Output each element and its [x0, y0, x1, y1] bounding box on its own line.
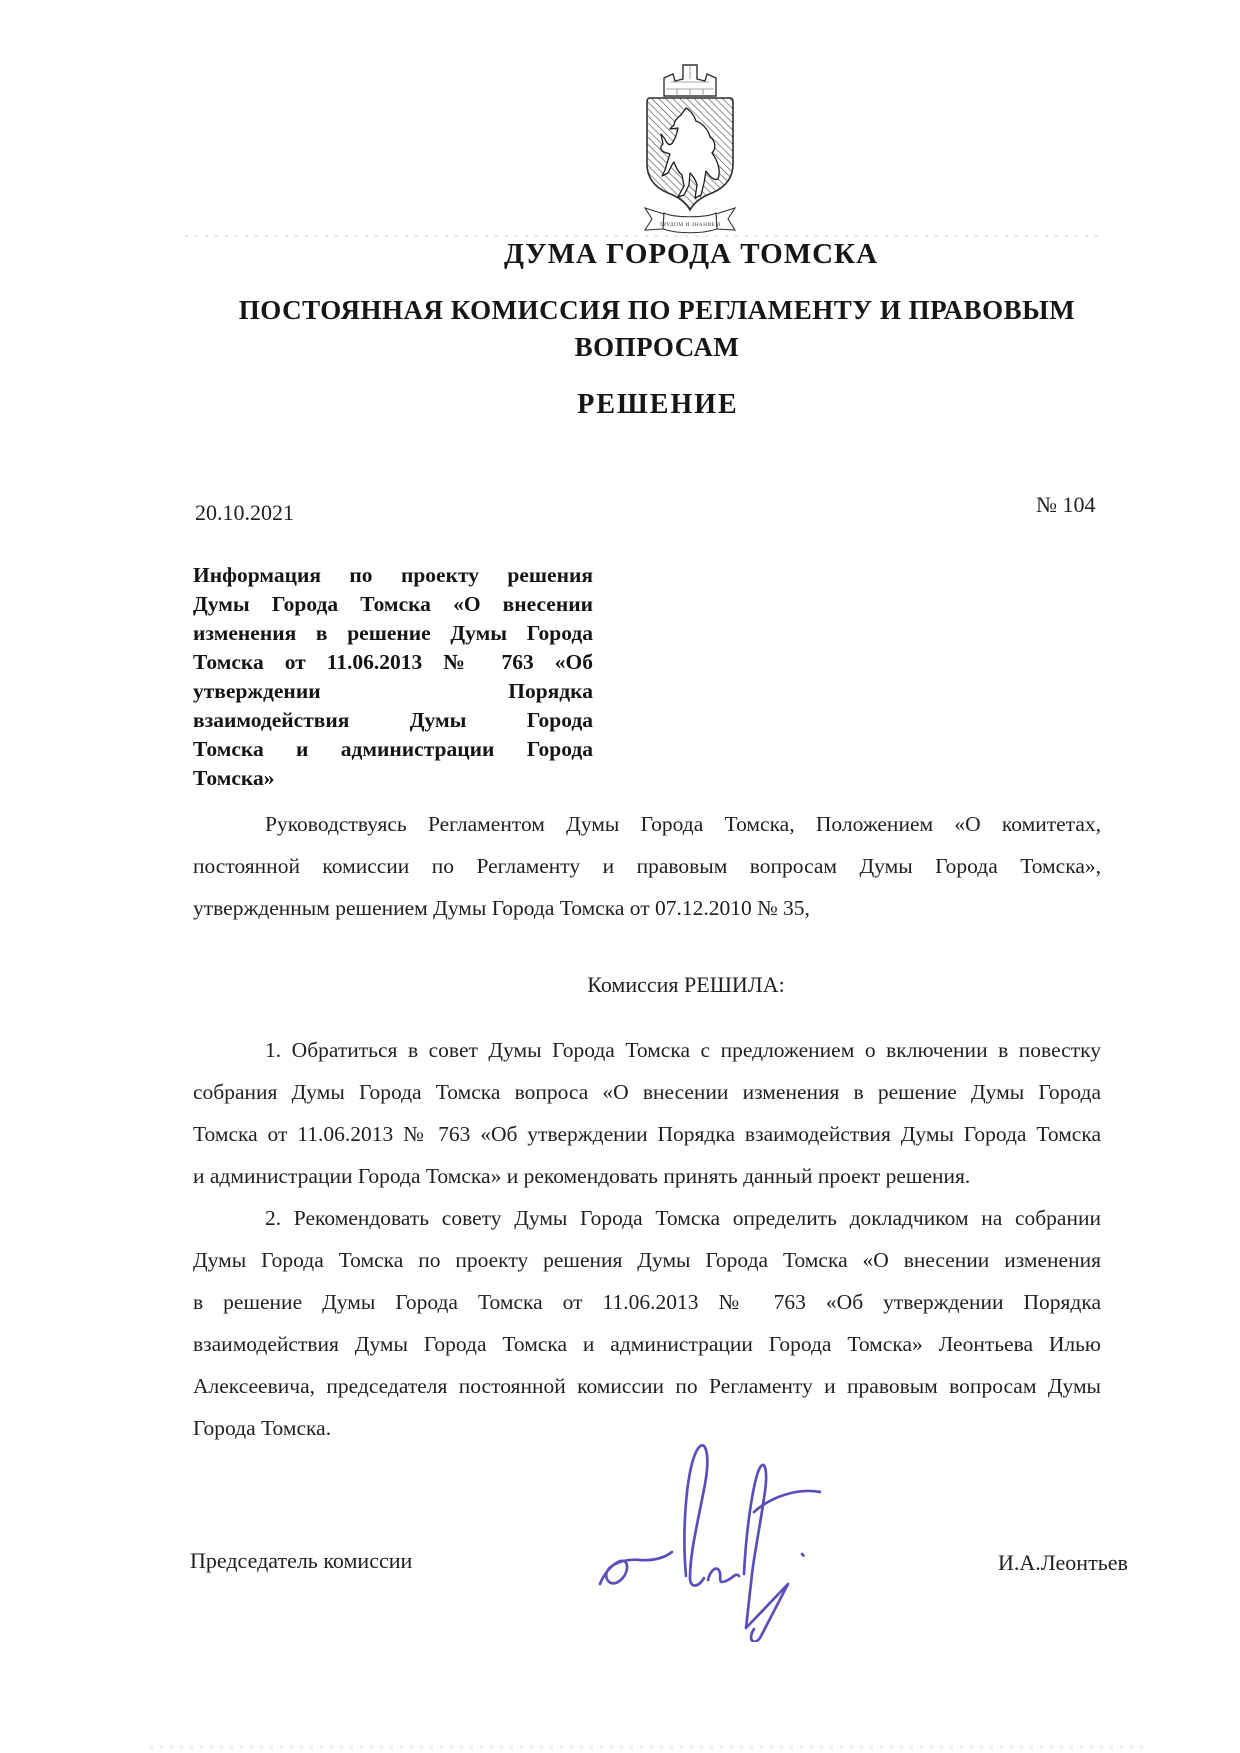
item-2-line: 2. Рекомендовать совету Думы Города Томска определить докладчиком на собрании	[265, 1206, 1101, 1230]
preamble-line: утвержденным решением Думы Города Томска от 07.12.2010 № 35,	[193, 896, 810, 920]
subject-line: взаимодействия Думы Города	[193, 708, 593, 732]
item-1-line: и администрации Города Томска» и рекомендовать принять данный проект решения.	[193, 1164, 971, 1188]
motto-ribbon	[645, 208, 735, 233]
document-date: 20.10.2021	[195, 500, 294, 525]
subject-line: утверждении Порядка	[193, 679, 593, 703]
subject-line: изменения в решение Думы Города	[193, 621, 593, 645]
preamble-paragraph	[193, 803, 1101, 929]
item-1-line: 1. Обратиться в совет Думы Города Томска с предложением о включении в повестку	[265, 1038, 1101, 1062]
subject-block	[193, 561, 593, 793]
commission-title-line2: ВОПРОСАМ	[574, 332, 740, 362]
commission-title-line1: ПОСТОЯННАЯ КОМИССИЯ ПО РЕГЛАМЕНТУ И ПРАВОВЫМ	[238, 295, 1076, 325]
item-2-line: в решение Думы Города Томска от 11.06.2013 № 763 «Об утверждении Порядка	[193, 1290, 1101, 1314]
subject-line: Томска и администрации Города	[193, 737, 593, 761]
item-2-line: взаимодействия Думы Города Томска и администрации Города Томска» Леонтьева Илью	[193, 1332, 1101, 1356]
item-2-line: Алексеевича, председателя постоянной комиссии по Регламенту и правовым вопросам Думы	[193, 1374, 1101, 1398]
subject-line: Томска»	[193, 766, 275, 790]
preamble-line: постоянной комиссии по Регламенту и правовым вопросам Думы Города Томска»,	[193, 854, 1101, 878]
mural-crown-icon	[664, 65, 716, 96]
item-1-line: Томска от 11.06.2013 № 763 «Об утверждении Порядка взаимодействия Думы Города Томска	[193, 1122, 1101, 1146]
shield	[647, 98, 733, 210]
signature-title: Председатель комиссии	[190, 1548, 413, 1573]
resolution-items	[193, 1029, 1101, 1449]
signature-ink	[592, 1432, 832, 1642]
signatory-name: И.А.Леонтьев	[998, 1550, 1128, 1575]
scan-noise-line	[185, 235, 1100, 237]
motto-text: ТРУДОМ И ЗНАНИЕМ	[659, 222, 721, 228]
commission-title	[239, 292, 1075, 366]
document-number: № 104	[1036, 492, 1096, 517]
organization-title: ДУМА ГОРОДА ТОМСКА	[503, 238, 879, 270]
subject-line: Информация по проекту решения	[193, 563, 593, 587]
resolution-heading: Комиссия РЕШИЛА:	[587, 972, 785, 997]
document-type-title: РЕШЕНИЕ	[577, 389, 739, 420]
subject-line: Томска от 11.06.2013 № 763 «Об	[193, 650, 593, 674]
preamble-line: Руководствуясь Регламентом Думы Города Томска, Положением «О комитетах,	[265, 812, 1101, 836]
subject-line: Думы Города Томска «О внесении	[193, 592, 593, 616]
item-1-line: собрания Думы Города Томска вопроса «О внесении изменения в решение Думы Города	[193, 1080, 1101, 1104]
tomsk-coat-of-arms	[638, 52, 742, 240]
scan-noise-bottom	[150, 1745, 1150, 1749]
item-2-line: Города Томска.	[193, 1416, 332, 1440]
item-2-line: Думы Города Томска по проекту решения Думы Города Томска «О внесении изменения	[193, 1248, 1101, 1272]
